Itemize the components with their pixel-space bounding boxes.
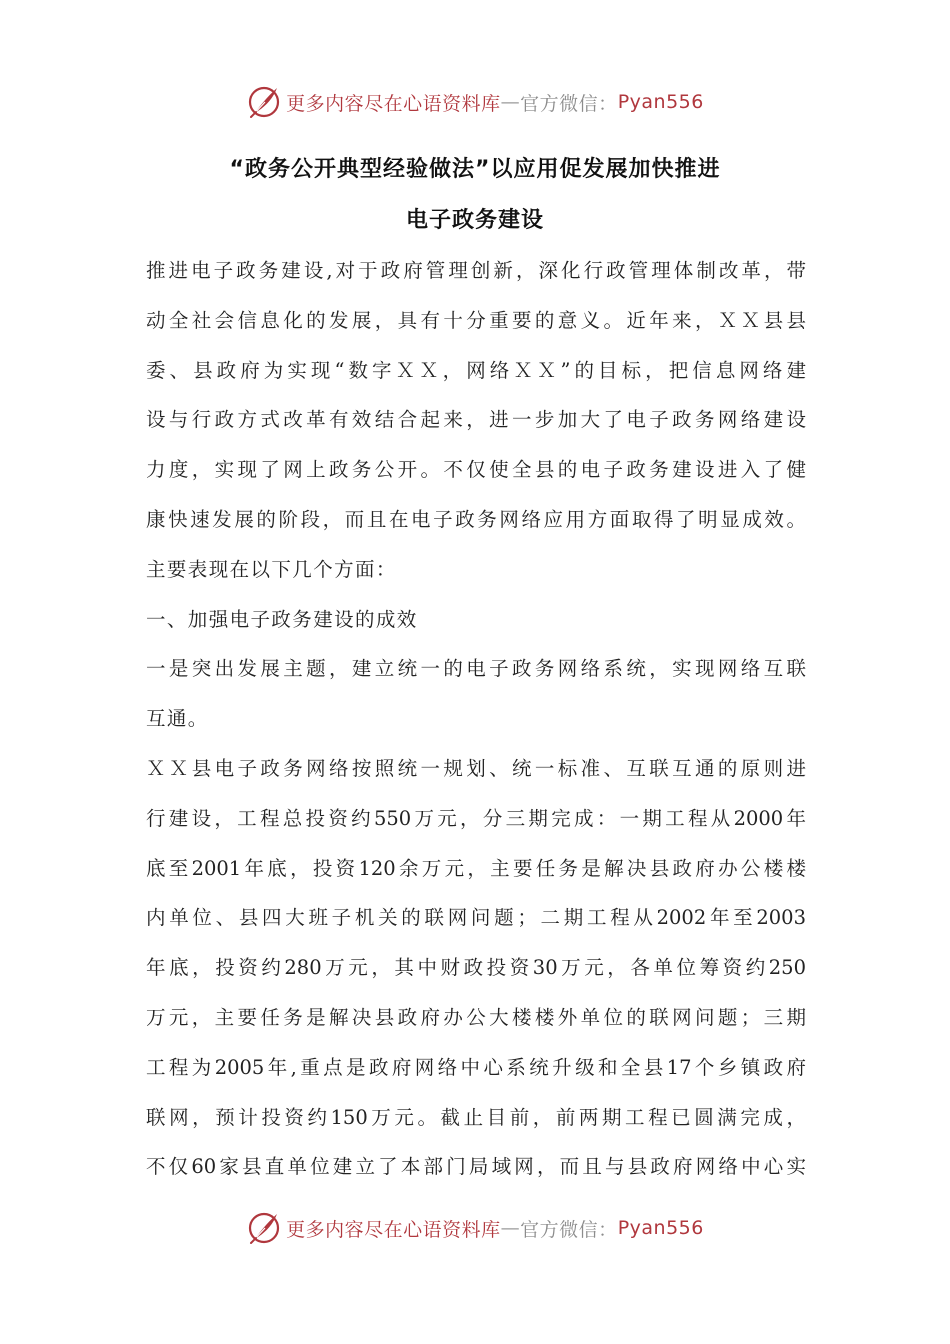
- watermark-text: 更多内容尽在心语资料库: [286, 1218, 501, 1241]
- watermark-banner-top: [0, 82, 950, 122]
- body-line: 互通。: [146, 707, 209, 731]
- watermark-banner-bottom: [0, 1208, 950, 1248]
- body-line: 动全社会信息化的发展，具有十分重要的意义。近年来，ＸＸ县县: [146, 308, 806, 332]
- body-line: 万元，主要任务是解决县政府办公大楼楼外单位的联网问题；三期: [146, 1005, 806, 1029]
- body-line: 年底，投资约280万元，其中财政投资30万元，各单位筹资约250: [146, 956, 806, 980]
- body-line: 推进电子政务建设,对于政府管理创新，深化行政管理体制改革，带: [146, 259, 806, 282]
- watermark-wechat-label: 官方微信：: [520, 1218, 618, 1241]
- quill-pen-logo-icon: [246, 1210, 282, 1246]
- body-line: 委、县政府为实现“数字ＸＸ，网络ＸＸ”的目标，把信息网络建: [146, 358, 806, 382]
- body-line: 设与行政方式改革有效结合起来，进一步加大了电子政务网络建设: [146, 408, 806, 432]
- watermark-text: 更多内容尽在心语资料库: [286, 92, 501, 115]
- body-line: 不仅60家县直单位建立了本部门局域网，而且与县政府网络中心实: [146, 1155, 806, 1179]
- body-line: 康快速发展的阶段，而且在电子政务网络应用方面取得了明显成效。: [146, 507, 806, 531]
- watermark-dash: —: [500, 91, 521, 113]
- body-line: 行建设，工程总投资约550万元，分三期完成：一期工程从2000年: [146, 806, 806, 830]
- body-line: 联网，预计投资约150万元。截止目前，前两期工程已圆满完成，: [146, 1105, 806, 1129]
- body-line: 力度，实现了网上政务公开。不仅使全县的电子政务建设进入了健: [146, 458, 806, 482]
- document-title-line-2: 电子政务建设: [405, 208, 544, 233]
- body-line: ＸＸ县电子政务网络按照统一规划、统一标准、互联互通的原则进: [146, 756, 806, 780]
- section-heading: 一、加强电子政务建设的成效: [146, 607, 418, 631]
- document-title-line-1: “政务公开典型经验做法”以应用促发展加快推进: [229, 157, 721, 182]
- body-line: 工程为2005年,重点是政府网络中心系统升级和全县17个乡镇政府: [146, 1055, 806, 1079]
- body-line: 主要表现在以下几个方面：: [146, 557, 397, 581]
- body-line: 内单位、县四大班子机关的联网问题；二期工程从2002年至2003: [146, 906, 806, 930]
- watermark-wechat-id: Pyan556: [617, 1217, 704, 1239]
- watermark-dash: —: [500, 1217, 521, 1239]
- watermark-wechat-label: 官方微信：: [520, 92, 618, 115]
- document-body: [146, 246, 806, 1192]
- body-line: 底至2001年底，投资120余万元，主要任务是解决县政府办公楼楼: [146, 856, 806, 880]
- quill-pen-logo-icon: [246, 84, 282, 120]
- body-line: 一是突出发展主题，建立统一的电子政务网络系统，实现网络互联: [146, 657, 806, 681]
- watermark-wechat-id: Pyan556: [617, 91, 704, 113]
